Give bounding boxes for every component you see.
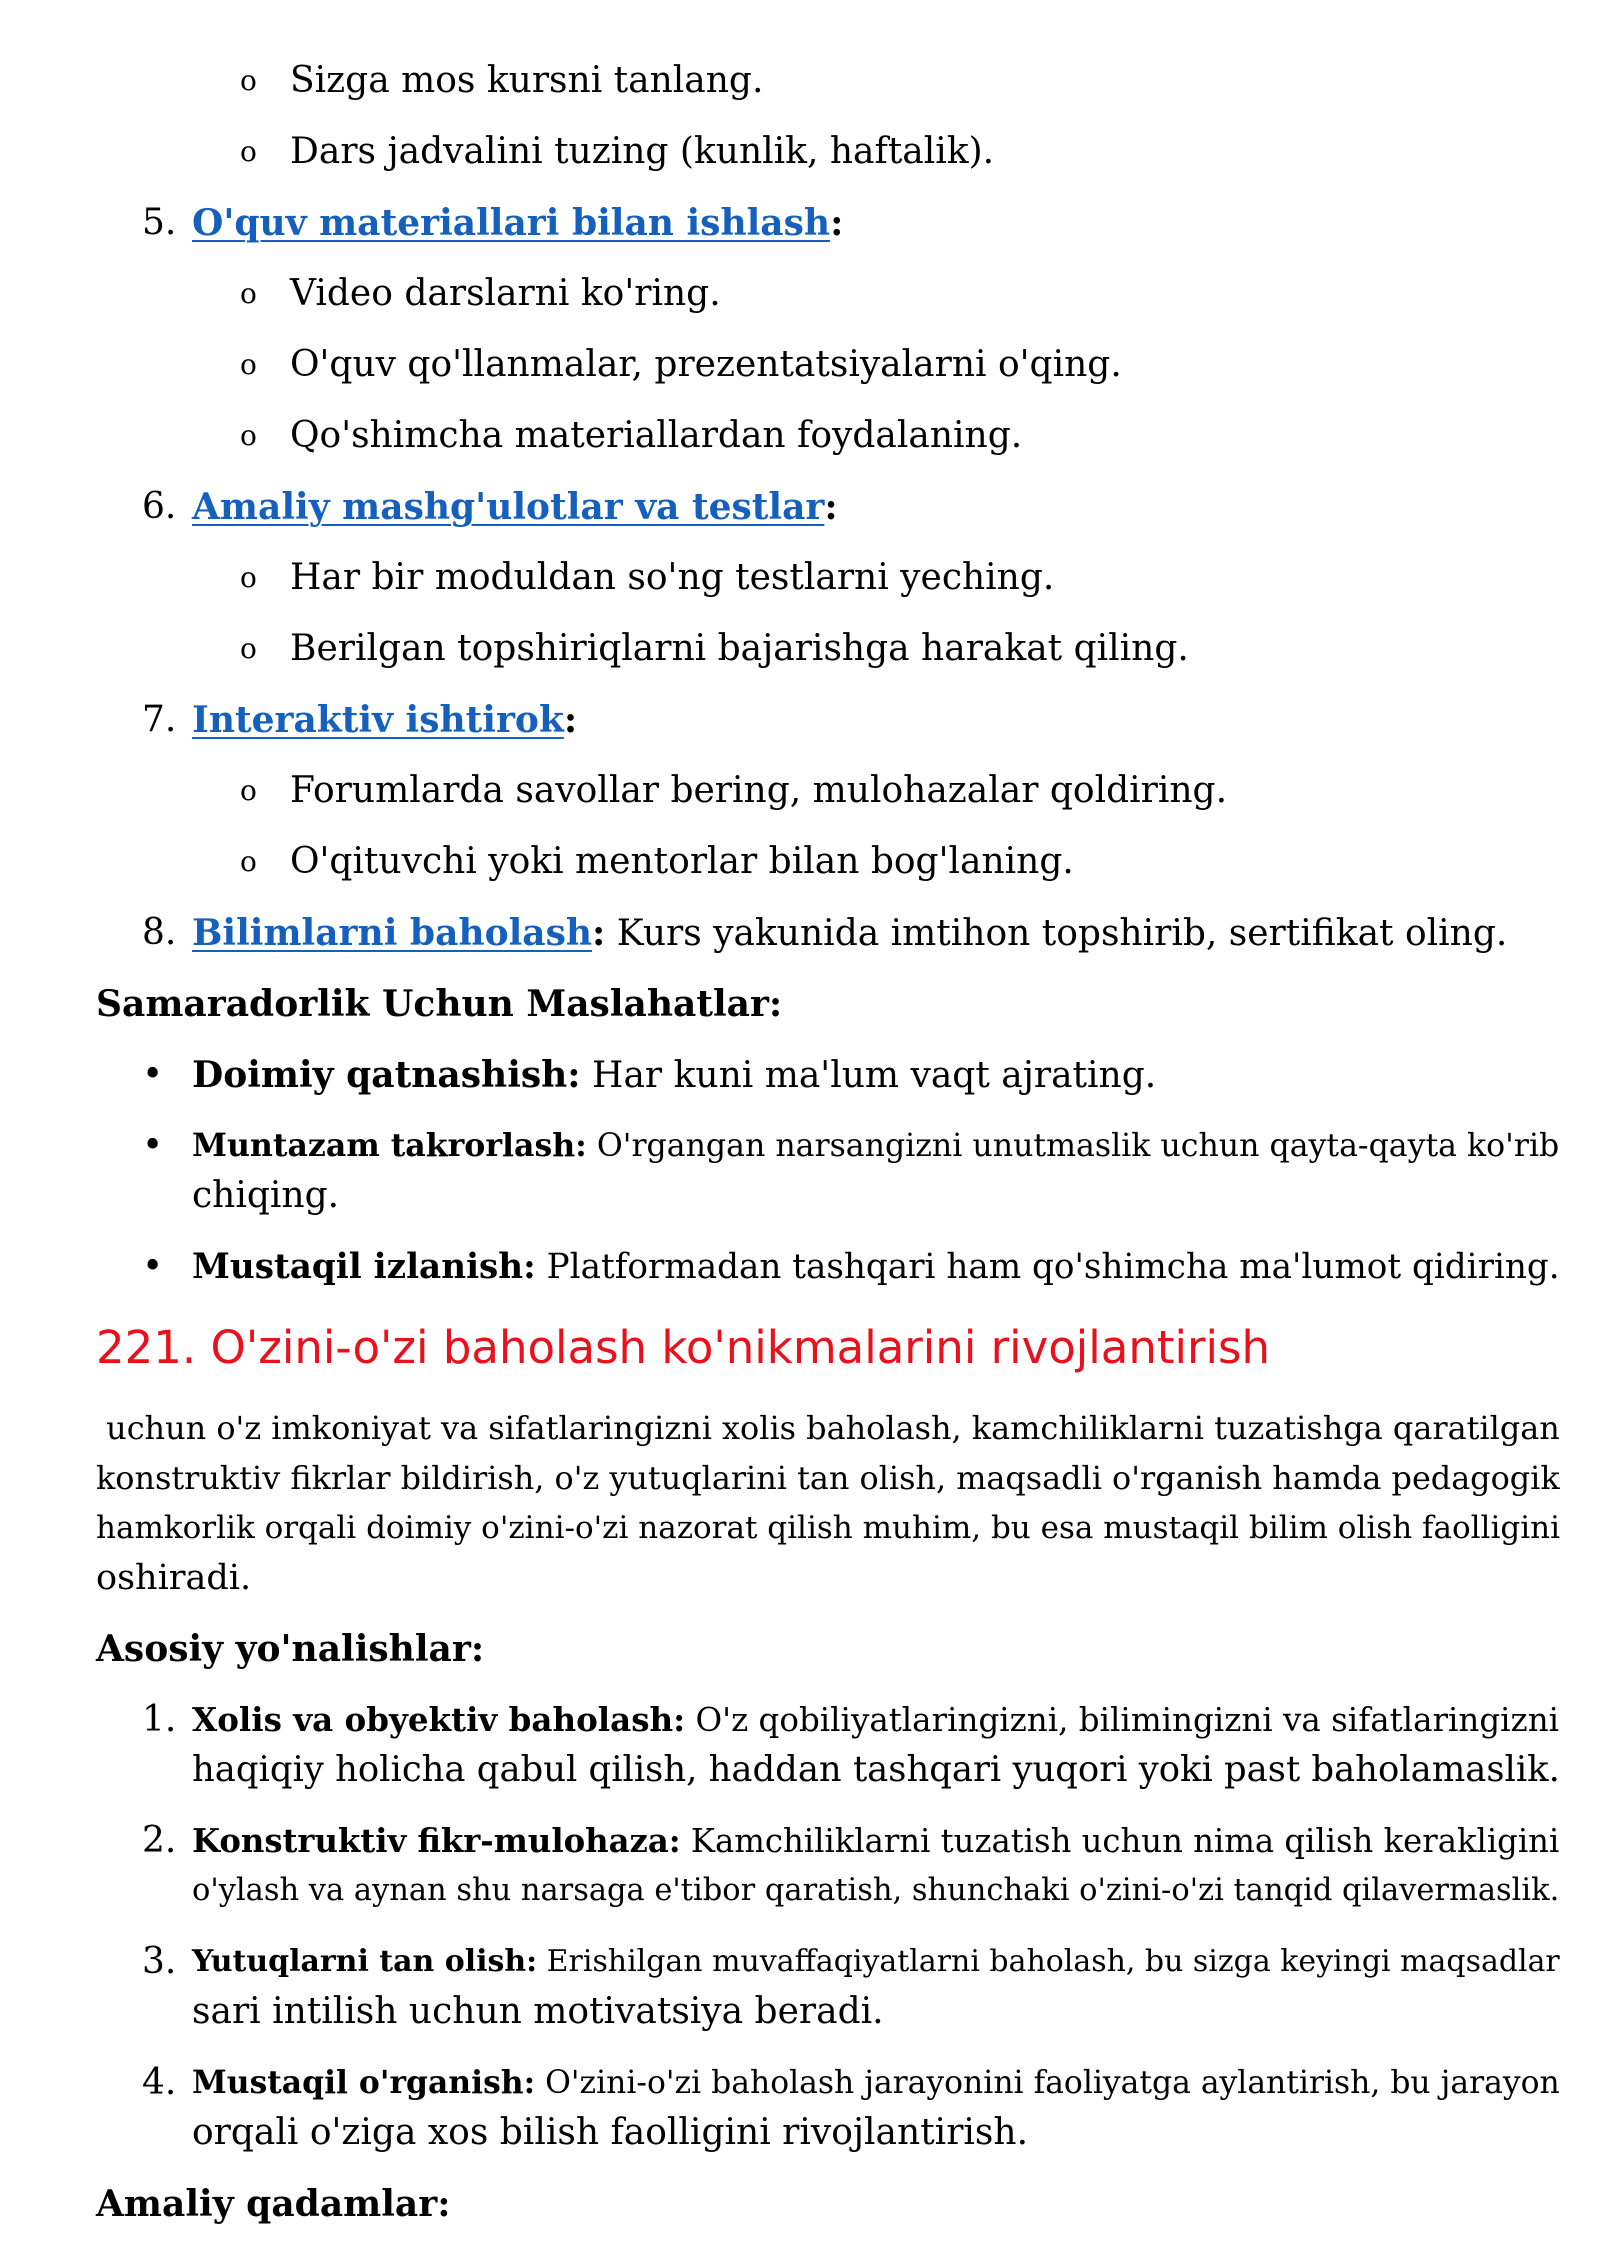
list-item: O'qituvchi yoki mentorlar bilan bog'laning. — [290, 841, 1074, 882]
list-number: 5. — [142, 202, 177, 243]
list-number: 1. — [142, 1699, 177, 1740]
direction-item-continuation: o'ylash va aynan shu narsaga e'tibor qaratish, shunchaki o'zini-o'zi tanqid qilavermaslik. — [192, 1873, 1560, 1908]
numbered-item: Interaktiv ishtirok: — [192, 699, 578, 741]
sub-bullet-marker: o — [240, 348, 257, 381]
numbered-item: Amaliy mashg'ulotlar va testlar: — [192, 486, 838, 528]
tip-item-continuation: chiqing. — [192, 1175, 340, 1216]
tip-item: Doimiy qatnashish: Har kuni ma'lum vaqt ajrating. — [192, 1054, 1157, 1096]
list-number: 2. — [142, 1820, 177, 1861]
direction-item-continuation: haqiqiy holicha qabul qilish, haddan tashqari yuqori yoki past baholamaslik. — [192, 1749, 1560, 1790]
direction-item: Xolis va obyektiv baholash: O'z qobiliyatlaringizni, bilimingizni va sifatlaringizni — [192, 1700, 1560, 1739]
item-link-interactive[interactable]: Interaktiv ishtirok — [192, 699, 564, 741]
list-number: 6. — [142, 486, 177, 527]
direction-item: Mustaqil o'rganish: O'zini-o'zi baholash jarayonini faoliyatga aylantirish, bu jarayon — [192, 2065, 1560, 2101]
item-link-assessment[interactable]: Bilimlarni baholash — [192, 912, 593, 954]
bullet-marker: • — [142, 1246, 164, 1287]
tip-item: Muntazam takrorlash: O'rgangan narsangizni unutmaslik uchun qayta-qayta ko'rib — [192, 1127, 1560, 1164]
direction-item: Konstruktiv fikr-mulohaza: Kamchiliklarni tuzatish uchun nima qilish kerakligini — [192, 1822, 1560, 1860]
sub-bullet-marker: o — [240, 632, 257, 665]
item-link-exercises[interactable]: Amaliy mashg'ulotlar va testlar — [192, 486, 825, 528]
steps-heading: Amaliy qadamlar: — [96, 2183, 451, 2225]
section-title: 221. O'zini-o'zi baholash ko'nikmalarini rivojlantirish — [96, 1321, 1271, 1374]
paragraph-line: hamkorlik orqali doimiy o'zini-o'zi nazorat qilish muhim, bu esa mustaqil bilim olish faolligini — [96, 1510, 1561, 1546]
bullet-marker: • — [142, 1125, 164, 1166]
directions-heading: Asosiy yo'nalishlar: — [96, 1628, 485, 1670]
sub-bullet-marker: o — [240, 774, 257, 807]
paragraph-line: konstruktiv fikrlar bildirish, o'z yutuqlarini tan olish, maqsadli o'rganish hamda pedagogik — [96, 1459, 1560, 1497]
item-link-materials[interactable]: O'quv materiallari bilan ishlash — [192, 202, 831, 244]
list-item: O'quv qo'llanmalar, prezentatsiyalarni o'qing. — [290, 344, 1122, 385]
sub-bullet-marker: o — [240, 419, 257, 452]
sub-bullet-marker: o — [240, 135, 257, 168]
sub-bullet-marker: o — [240, 561, 257, 594]
sub-bullet-marker: o — [240, 277, 257, 310]
list-item: Video darslarni ko'ring. — [290, 273, 721, 314]
list-item: Har bir moduldan so'ng testlarni yeching. — [290, 557, 1055, 598]
list-item: Qo'shimcha materiallardan foydalaning. — [290, 415, 1023, 456]
list-number: 7. — [142, 699, 177, 740]
list-number: 4. — [142, 2062, 177, 2103]
list-item: Sizga mos kursni tanlang. — [290, 60, 764, 101]
numbered-item: Bilimlarni baholash: Kurs yakunida imtihon topshirib, sertifikat oling. — [192, 912, 1508, 954]
paragraph-line: oshiradi. — [96, 1558, 252, 1598]
tips-heading: Samaradorlik Uchun Maslahatlar: — [96, 983, 783, 1025]
list-number: 3. — [142, 1941, 177, 1982]
direction-item-continuation: sari intilish uchun motivatsiya beradi. — [192, 1991, 884, 2032]
paragraph-line: uchun o'z imkoniyat va sifatlaringizni xolis baholash, kamchiliklarni tuzatishga qaratilgan — [96, 1409, 1560, 1447]
list-item: Dars jadvalini tuzing (kunlik, haftalik). — [290, 131, 995, 172]
sub-bullet-marker: o — [240, 64, 257, 97]
bullet-marker: • — [142, 1054, 164, 1095]
tip-item: Mustaqil izlanish: Platformadan tashqari ham qo'shimcha ma'lumot qidiring. — [192, 1247, 1560, 1287]
direction-item-continuation: orqali o'ziga xos bilish faolligini rivojlantirish. — [192, 2112, 1029, 2153]
list-item: Forumlarda savollar bering, mulohazalar qoldiring. — [290, 770, 1228, 811]
sub-bullet-marker: o — [240, 845, 257, 878]
list-number: 8. — [142, 912, 177, 953]
numbered-item: O'quv materiallari bilan ishlash: — [192, 202, 844, 244]
direction-item: Yutuqlarni tan olish: Erishilgan muvaffaqiyatlarni baholash, bu sizga keyingi maqsadlar — [192, 1944, 1560, 1979]
list-item: Berilgan topshiriqlarni bajarishga harakat qiling. — [290, 628, 1189, 669]
